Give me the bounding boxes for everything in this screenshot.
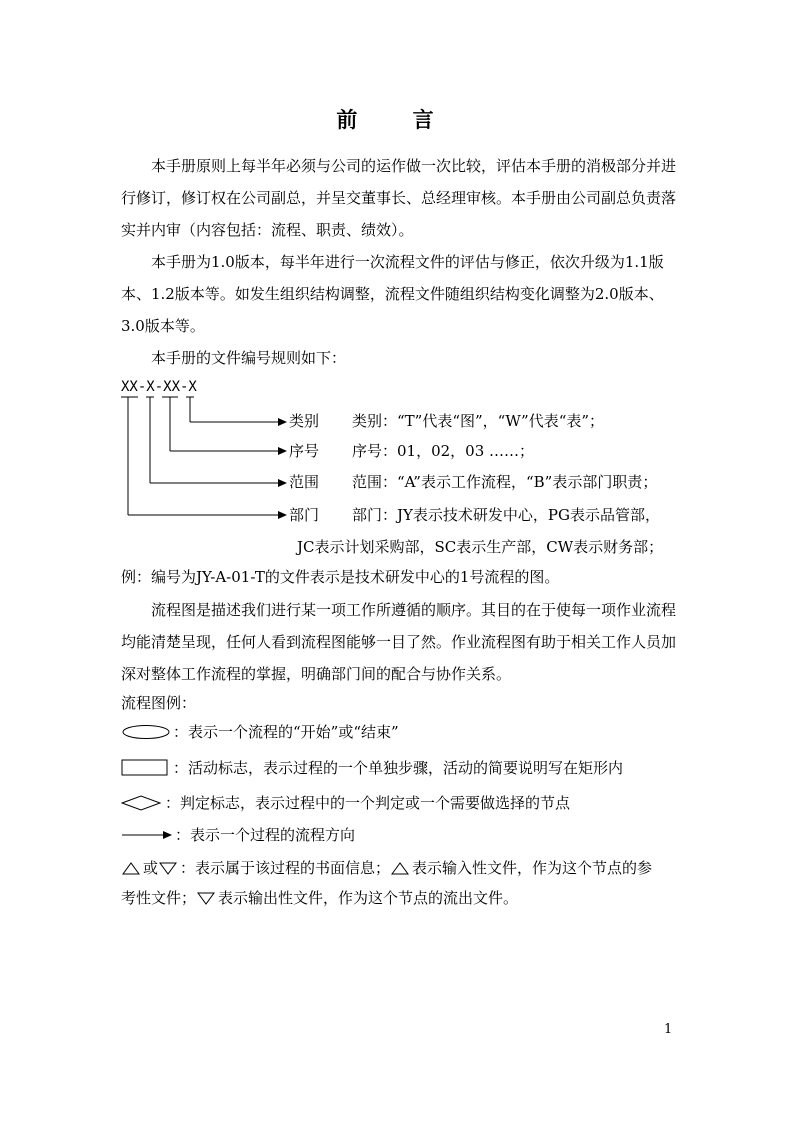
legend-triangle-text-2: 考性文件； bbox=[121, 889, 197, 907]
legend-arrow-text: ：表示一个过程的流程方向 bbox=[175, 826, 356, 844]
code-desc-category: 类别：“T”代表“图”，“W”代表“表”； bbox=[352, 412, 605, 430]
intro-paragraph-2: 本手册为1.0版本，每半年进行一次流程文件的评估与修正，依次升级为1.1版本、1.2版本等。如发生组织结构调整，流程文件随组织结构变化调整为2.0版本、3.0版本等。 bbox=[121, 253, 664, 335]
code-label-department: 部门 bbox=[289, 506, 320, 524]
diamond-icon bbox=[121, 795, 163, 811]
legend-arrow-row bbox=[121, 825, 355, 845]
legend-heading: 流程图例： bbox=[121, 694, 197, 712]
arrow-right-icon bbox=[121, 829, 173, 841]
legend-ellipse-row bbox=[121, 722, 399, 742]
triangle-up-icon bbox=[390, 861, 410, 875]
legend-triangle-row-1 bbox=[121, 858, 652, 878]
legend-diamond-text: ：判定标志，表示过程中的一个判定或一个需要做选择的节点 bbox=[165, 794, 571, 812]
triangle-down-icon bbox=[158, 861, 178, 875]
legend-rect-row bbox=[121, 758, 623, 778]
legend-triangle-or: 或 bbox=[143, 859, 159, 877]
code-label-sequence: 序号 bbox=[289, 442, 320, 460]
code-desc-scope: 范围：“A”表示工作流程，“B”表示部门职责； bbox=[352, 473, 658, 491]
ellipse-icon bbox=[121, 724, 171, 740]
legend-triangle-text-2b: 表示输出性文件，作为这个节点的流出文件。 bbox=[218, 889, 519, 907]
legend-triangle-row-2 bbox=[121, 888, 518, 908]
triangle-up-icon bbox=[121, 861, 141, 875]
code-desc-department-cont: JC表示计划采购部，SC表示生产部，CW表示财务部； bbox=[297, 538, 664, 556]
code-format: XX-X-XX-X bbox=[121, 379, 197, 395]
intro-section bbox=[121, 150, 679, 374]
code-example: 例：编号为JY-A-01-T的文件表示是技术研发中心的1号流程的图。 bbox=[121, 568, 560, 586]
intro-paragraph-3: 本手册的文件编号规则如下： bbox=[151, 349, 347, 367]
flowchart-paragraph: 流程图是描述我们进行某一项工作所遵循的顺序。其目的在于使每一项作业流程均能清楚呈现，任何人看到流程图能够一目了然。作业流程图有助于相关工作人员加深对整体工作流程的掌握，明确部门间的配合与协作关系。 bbox=[121, 601, 677, 683]
intro-paragraph-1: 本手册原则上每半年必须与公司的运作做一次比较，评估本手册的消极部分并进行修订，修订权在公司副总，并呈交董事长、总经理审核。本手册由公司副总负责落实并内审（内容包括：流程、职责、绩效）。 bbox=[121, 157, 677, 239]
legend-triangle-text-1: ：表示属于该过程的书面信息； bbox=[180, 859, 391, 877]
code-desc-department: 部门：JY表示技术研发中心，PG表示品管部， bbox=[352, 506, 660, 524]
triangle-down-icon bbox=[196, 891, 216, 905]
legend-triangle-text-1b: 表示输入性文件，作为这个节点的参 bbox=[412, 859, 653, 877]
code-label-scope: 范围 bbox=[289, 473, 320, 491]
code-label-category: 类别 bbox=[289, 412, 320, 430]
legend-diamond-row bbox=[121, 793, 570, 813]
page-title: 前 言 bbox=[336, 107, 458, 132]
page-number: 1 bbox=[664, 1022, 673, 1037]
code-desc-sequence: 序号：01，02，03 ……； bbox=[352, 442, 535, 460]
flowchart-intro bbox=[121, 594, 679, 690]
rectangle-icon bbox=[121, 759, 171, 777]
legend-rect-text: ：活动标志，表示过程的一个单独步骤，活动的简要说明写在矩形内 bbox=[173, 759, 624, 777]
legend-ellipse-text: ：表示一个流程的“开始”或“结束” bbox=[173, 723, 399, 741]
